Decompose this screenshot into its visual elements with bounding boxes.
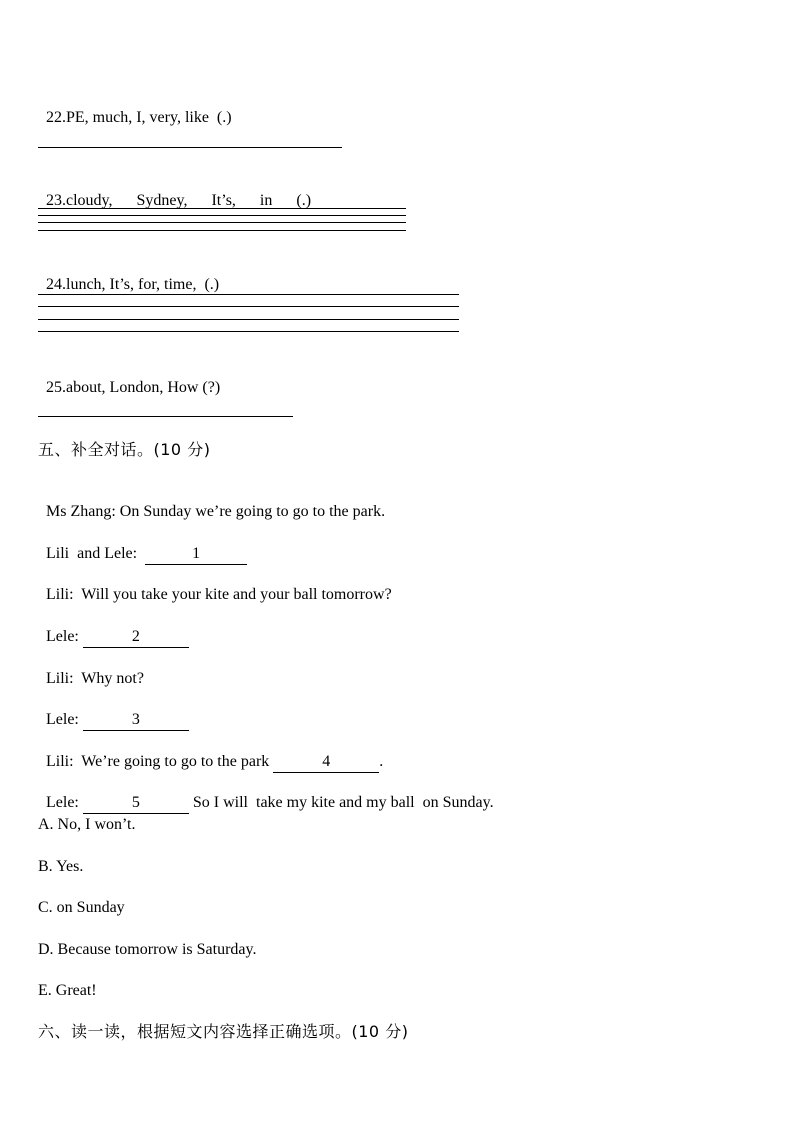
writing-line[interactable] [38,222,406,223]
blank-number: 5 [131,794,140,811]
answer-line[interactable] [38,147,342,148]
blank-number: 4 [322,753,331,770]
question-number: 23. [46,192,66,209]
speaker: Lele: [46,628,79,645]
blank-number: 2 [131,628,140,645]
section-heading: 五、补全对话。(10 分) [38,440,211,459]
dialogue-text: On Sunday we’re going to go to the park. [115,503,386,520]
speaker: Lele: [46,711,79,728]
blank-field[interactable] [83,793,189,814]
question-words: cloudy, Sydney, It’s, in (.) [66,192,312,209]
speaker: Lili: [46,753,74,770]
option-a: A. No, I won’t. [38,816,136,833]
question-number: 22. [46,109,66,126]
speaker: Lili: [46,586,74,603]
question-number: 24. [46,276,66,293]
speaker: Lele: [46,794,79,811]
blank-field[interactable] [145,544,247,565]
dialogue-text: Why not? [73,670,144,687]
question-23 [38,171,311,211]
dialogue-line [38,524,247,565]
blank-field[interactable] [83,627,189,648]
speaker: Lili and Lele: [46,545,138,562]
dialogue-line [38,773,494,814]
blank-field[interactable] [83,710,189,731]
writing-line[interactable] [38,306,459,307]
dialogue-line [38,732,383,773]
dialogue-after: So I will take my kite and my ball on Sunday. [188,794,494,811]
dialogue-line [38,649,144,689]
dialogue-text: Will you take your kite and your ball tomorrow? [73,586,392,603]
question-words: about, London, How (?) [66,379,221,396]
writing-line[interactable] [38,319,459,320]
blank-number: 3 [131,711,140,728]
dialogue-line [38,565,392,605]
dialogue-line [38,690,189,731]
option-c: C. on Sunday [38,899,125,916]
question-number: 25. [46,379,66,396]
dialogue-line [38,607,189,648]
blank-field[interactable] [273,752,379,773]
writing-line[interactable] [38,331,459,332]
speaker: Lili: [46,670,74,687]
option-b: B. Yes. [38,858,84,875]
dialogue-text: We’re going to go to the park [73,753,270,770]
question-24 [38,255,219,295]
option-e: E. Great! [38,982,97,999]
writing-line[interactable] [38,208,406,209]
section-heading: 六、读一读，根据短文内容选择正确选项。(10 分) [38,1022,409,1041]
writing-line[interactable] [38,294,459,295]
question-25 [38,358,220,398]
option-d: D. Because tomorrow is Saturday. [38,941,257,958]
question-words: lunch, It’s, for, time, (.) [66,276,220,293]
dialogue-after: . [379,753,384,770]
speaker: Ms Zhang: [46,503,116,520]
answer-line[interactable] [38,416,293,417]
question-22 [38,88,232,128]
blank-number: 1 [192,545,201,562]
writing-line[interactable] [38,230,406,231]
dialogue-line [38,482,385,522]
question-words: PE, much, I, very, like (.) [66,109,232,126]
writing-line[interactable] [38,215,406,216]
